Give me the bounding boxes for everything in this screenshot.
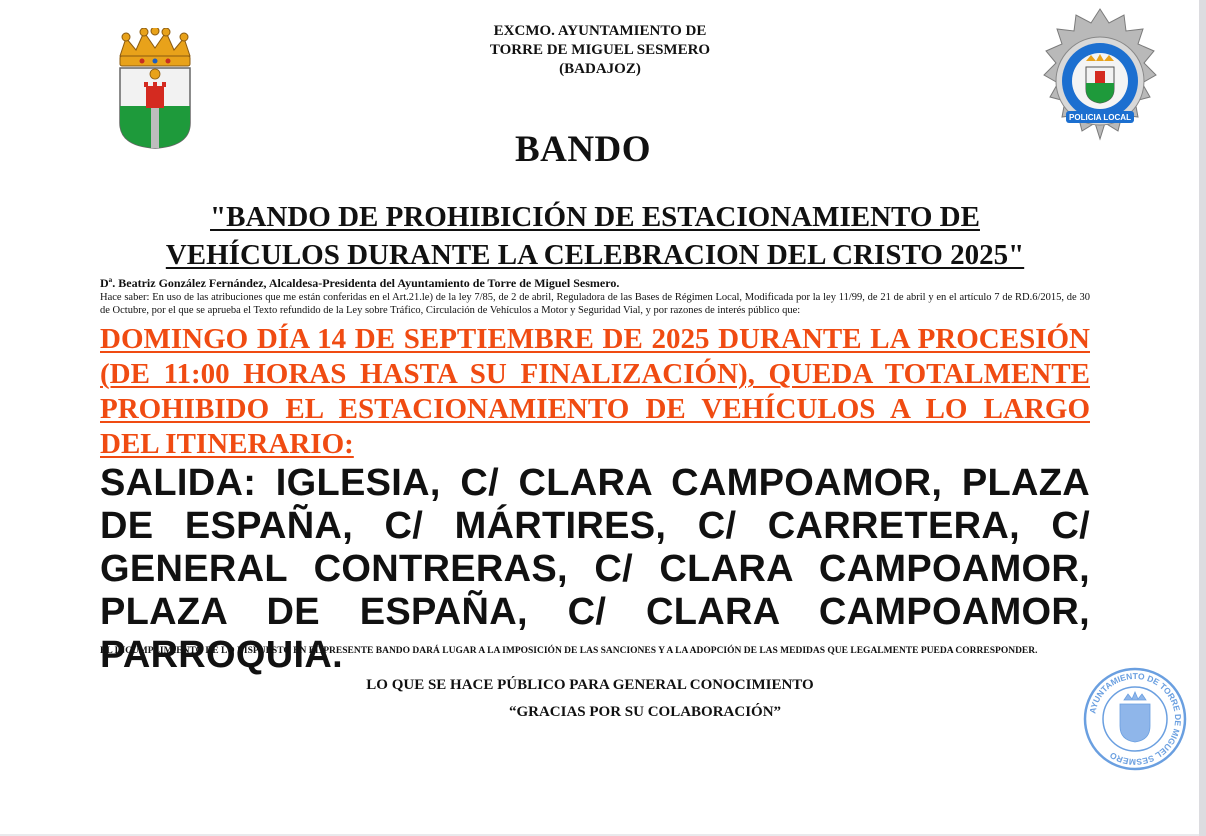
stamp-text: AYUNTAMIENTO DE TORRE DE MIGUEL SESMERO: [1087, 670, 1184, 768]
viewer-scroll-edge: [1199, 0, 1206, 836]
police-badge-label: POLICIA LOCAL: [1069, 113, 1131, 122]
document-title: BANDO: [514, 129, 652, 170]
bando-subtitle: [100, 198, 1090, 274]
procession-route: SALIDA: IGLESIA, C/ CLARA CAMPOAMOR, PLAZA DE ESPAÑA, C/ MÁRTIRES, C/ CARRETERA, C/ GENERAL CONTRERAS, C/ CLARA CAMPOAMOR, PLAZA DE ESPAÑA, C/ CLARA CAMPOAMOR, PARROQUIA.: [100, 462, 1090, 676]
official-stamp-icon: [1082, 666, 1188, 772]
municipality-header: [430, 22, 770, 79]
sanctions-warning: EL INCUMPLIMIENTO DE LO DISPUESTO EN EL PRESENTE BANDO DARÁ LUGAR A LA IMPOSICIÓN DE LAS SANCIONES Y A LA ADOPCIÓN DE LAS MEDIDAS QUE LEGALMENTE PUEDA CORRESPONDER.: [100, 646, 1038, 656]
signer-line: Dª. Beatriz González Fernández, Alcaldesa-Presidenta del Ayuntamiento de Torre de Miguel Sesmero.: [100, 276, 620, 290]
subtitle-line-2: VEHÍCULOS DURANTE LA CELEBRACION DEL CRISTO 2025": [165, 239, 1025, 271]
subtitle-line-1: "BANDO DE PROHIBICIÓN DE ESTACIONAMIENTO DE: [210, 201, 980, 233]
prohibition-text: DOMINGO DÍA 14 DE SEPTIEMBRE DE 2025 DURANTE LA PROCESIÓN (DE 11:00 HORAS HASTA SU FINALIZACIÓN), QUEDA TOTALMENTE PROHIBIDO EL ESTACIONAMIENTO DE VEHÍCULOS A LO LARGO DEL ITINERARIO:: [100, 323, 1090, 460]
legal-basis-paragraph: Hace saber: En uso de las atribuciones que me están conferidas en el Art.21.le) de la ley 7/85, de 2 de abril, Reguladora de las Bases de Régimen Local, Modificada por la ley 11/99, de 21 de abril y en el artículo 7 de RD.6/2015, de 30 de Octubre, por el que se aprueba el Texto refundido de la Ley sobre Tráfico, Circulación de Vehículos a Motor y Seguridad Vial, y por razones de interés público que:: [100, 292, 1090, 316]
closing-line-2: “GRACIAS POR SU COLABORACIÓN”: [508, 704, 782, 720]
coat-of-arms-icon: [112, 28, 198, 152]
closing-line-1: LO QUE SE HACE PÚBLICO PARA GENERAL CONOCIMIENTO: [366, 677, 814, 693]
header-line-1: EXCMO. AYUNTAMIENTO DE: [493, 23, 707, 39]
police-badge-icon: [1040, 6, 1160, 156]
header-line-3: (BADAJOZ): [559, 61, 641, 77]
header-line-2: TORRE DE MIGUEL SESMERO: [489, 42, 711, 58]
prohibition-notice: [100, 322, 1090, 462]
